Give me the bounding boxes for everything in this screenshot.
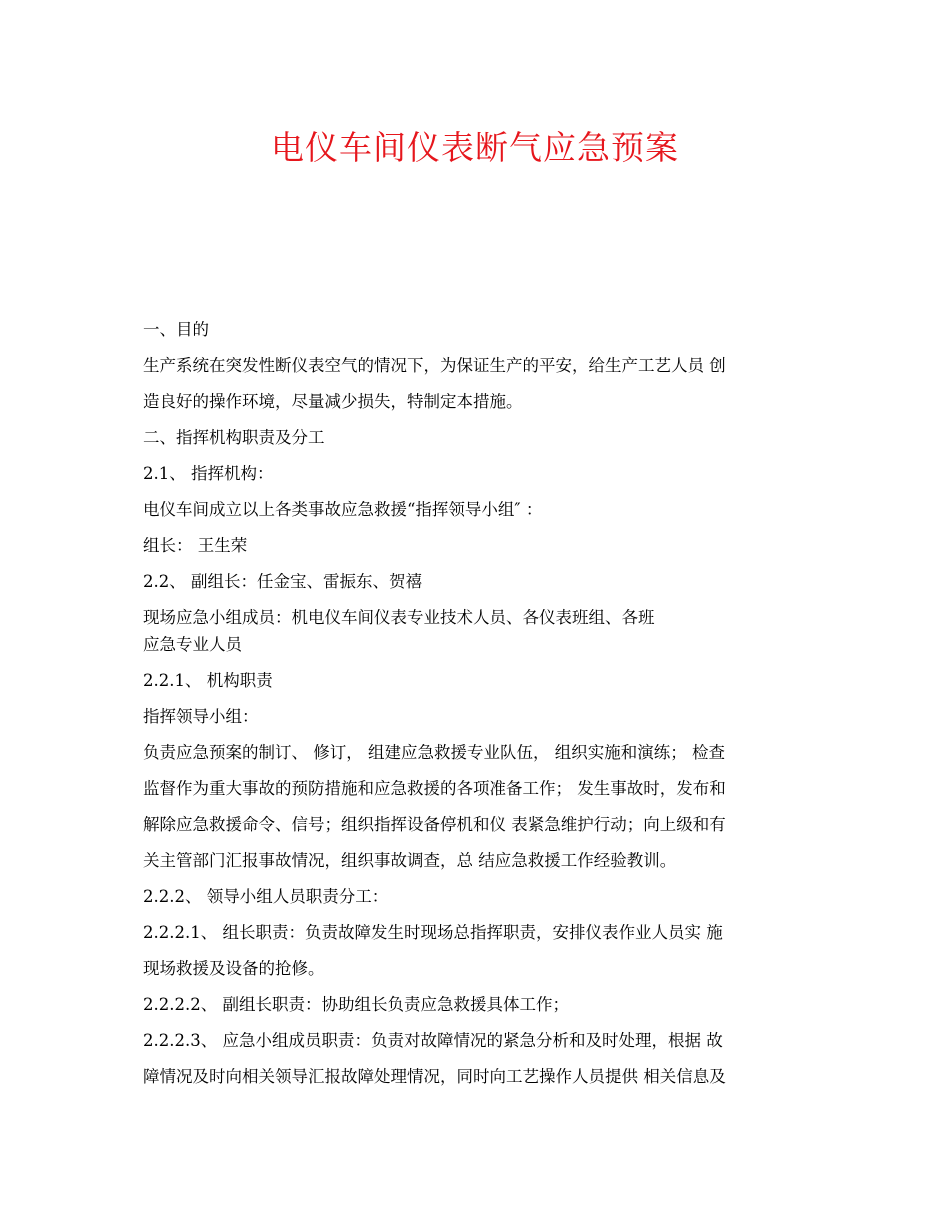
paragraph-line: 2.2.2.1、 组长职责：负责故障发生时现场总指挥职责，安排仪表作业人员实 施 bbox=[143, 923, 723, 942]
team-leader-line: 组长： 王生荣 bbox=[143, 536, 248, 555]
paragraph-line: 应急专业人员 bbox=[143, 635, 242, 654]
subsection-heading: 2.2.1、 机构职责 bbox=[143, 671, 273, 690]
paragraph-line: 指挥领导小组： bbox=[143, 707, 259, 726]
paragraph-line: 电仪车间成立以上各类事故应急救援“指挥领导小组″ ： bbox=[143, 500, 543, 519]
paragraph-line: 2.2.2.2、 副组长职责：协助组长负责应急救援具体工作； bbox=[143, 995, 569, 1014]
paragraph-line: 障情况及时向相关领导汇报故障处理情况，同时向工艺操作人员提供 相关信息及 bbox=[143, 1067, 726, 1086]
document-body bbox=[143, 316, 808, 1099]
section-heading-command: 二、指挥机构职责及分工 bbox=[143, 428, 325, 447]
paragraph-line: 造良好的操作环境，尽量减少损失，特制定本措施。 bbox=[143, 392, 523, 411]
paragraph-line: 生产系统在突发性断仪表空气的情况下，为保证生产的平安，给生产工艺人员 创 bbox=[143, 356, 726, 375]
paragraph-line: 负责应急预案的制订、 修订， 组建应急救援专业队伍， 组织实施和演练； 检查 bbox=[143, 743, 725, 762]
subsection-heading: 2.1、 指挥机构： bbox=[143, 464, 274, 483]
paragraph-line: 2.2.2.3、 应急小组成员职责：负责对故障情况的紧急分析和及时处理，根据 故 bbox=[143, 1031, 723, 1050]
paragraph-line: 关主管部门汇报事故情况，组织事故调查，总 结应急救援工作经验教训。 bbox=[143, 851, 677, 870]
paragraph-line: 监督作为重大事故的预防措施和应急救援的各项准备工作； 发生事故时，发布和 bbox=[143, 779, 726, 798]
paragraph-line: 现场救援及设备的抢修。 bbox=[143, 959, 325, 978]
paragraph-line: 解除应急救援命令、信号；组织指挥设备停机和仪 表紧急维护行动；向上级和有 bbox=[143, 815, 726, 834]
paragraph-line: 现场应急小组成员：机电仪车间仪表专业技术人员、各仪表班组、各班 bbox=[143, 608, 655, 627]
section-heading-purpose: 一、目的 bbox=[143, 320, 209, 339]
subsection-heading: 2.2.2、 领导小组人员职责分工： bbox=[143, 887, 389, 906]
document-title: 电仪车间仪表断气应急预案 bbox=[271, 128, 679, 167]
deputy-leader-line: 2.2、 副组长：任金宝、雷振东、贺禧 bbox=[143, 572, 422, 591]
